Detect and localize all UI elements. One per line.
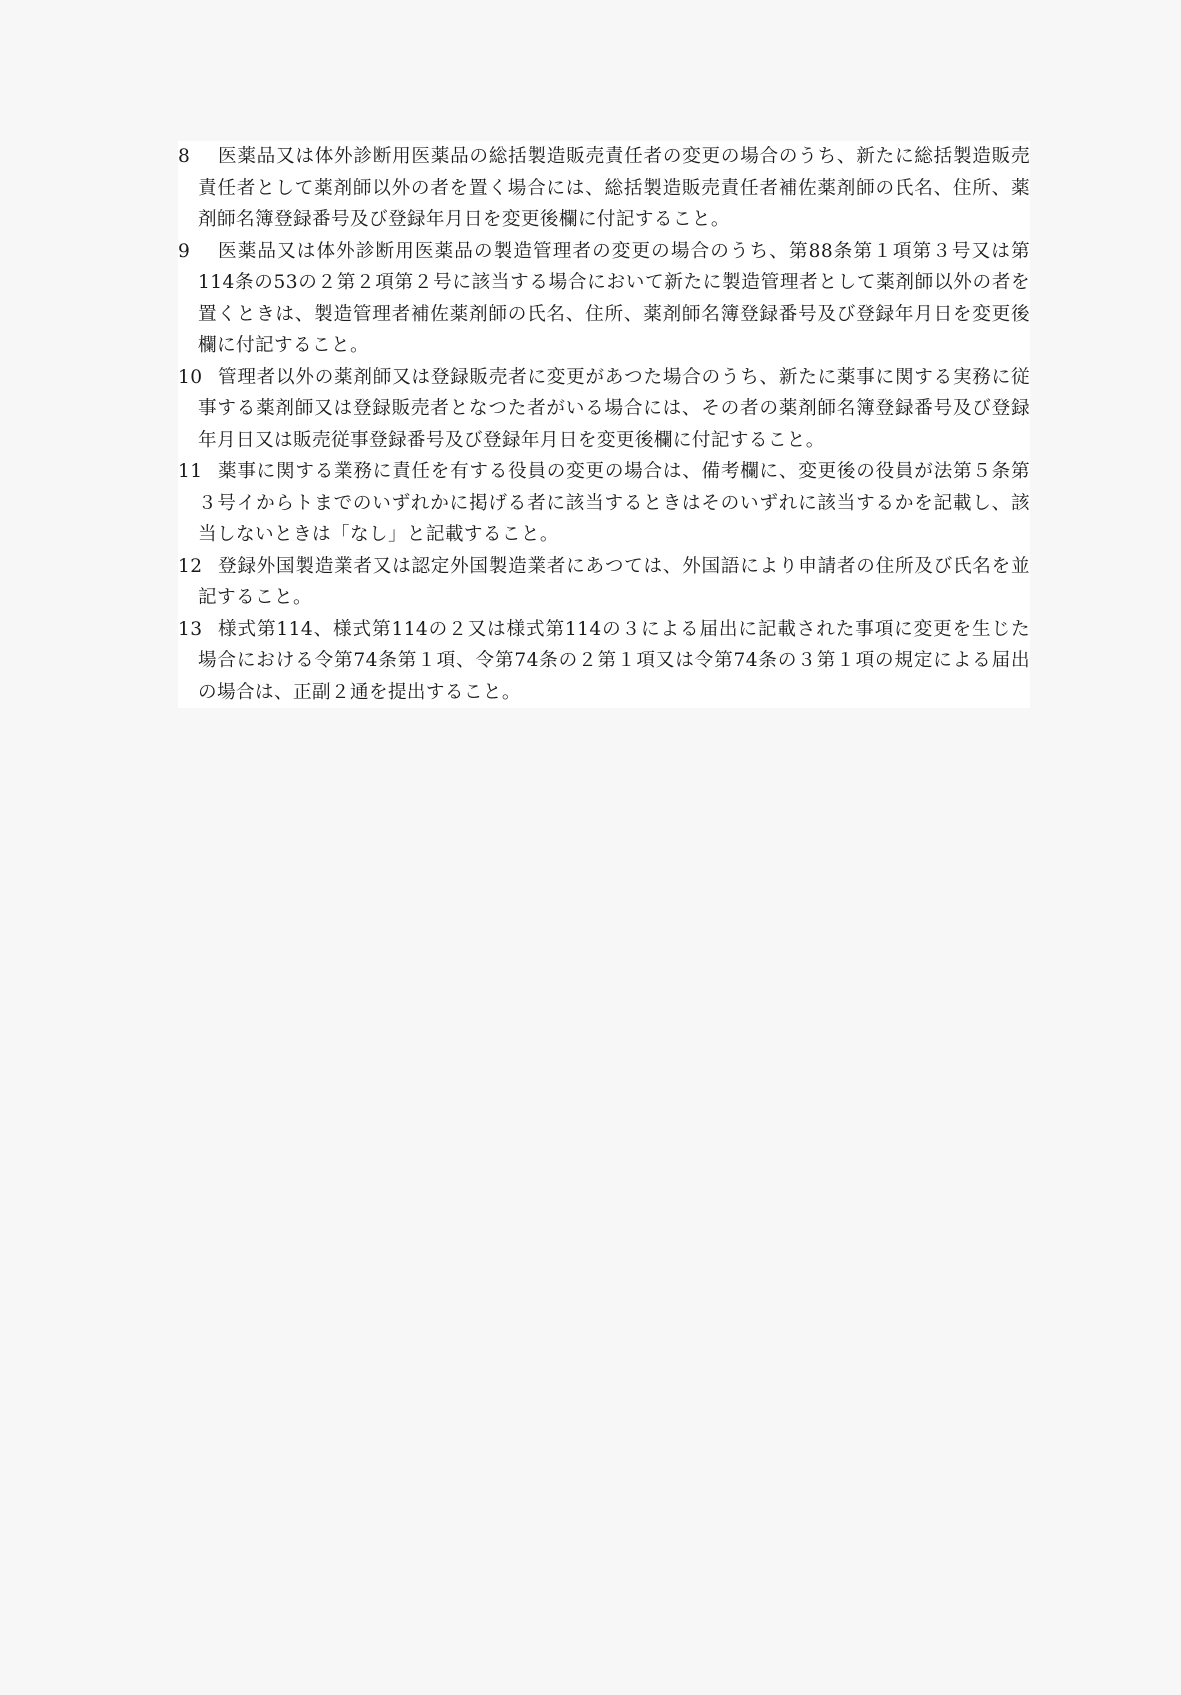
note-number: 11 [178,461,203,482]
note-item-8 [178,141,1030,236]
note-text: 薬事に関する業務に責任を有する役員の変更の場合は、備考欄に、変更後の役員が法第５条第３号イからトまでのいずれかに掲げる者に該当するときはそのいずれに該当するかを記載し、該当しないときは「なし」と記載すること。 [198,461,1030,545]
notes-list [178,141,1030,708]
note-text: 管理者以外の薬剤師又は登録販売者に変更があつた場合のうち、新たに薬事に関する実務に従事する薬剤師又は登録販売者となつた者がいる場合には、その者の薬剤師名簿登録番号及び登録年月日又は販売従事登録番号及び登録年月日を変更後欄に付記すること。 [198,366,1030,451]
note-number: 13 [178,618,203,640]
note-item-13 [178,614,1030,709]
note-number: 9 [178,240,191,262]
note-text: 登録外国製造業者又は認定外国製造業者にあつては、外国語により申請者の住所及び氏名を並記すること。 [198,555,1030,608]
note-number: 8 [178,146,191,167]
note-text: 医薬品又は体外診断用医薬品の総括製造販売責任者の変更の場合のうち、新たに総括製造販売責任者として薬剤師以外の者を置く場合には、総括製造販売責任者補佐薬剤師の氏名、住所、薬剤師名簿登録番号及び登録年月日を変更後欄に付記すること。 [198,146,1030,230]
note-item-12 [178,551,1030,614]
note-number: 12 [178,555,203,577]
note-item-11 [178,456,1030,551]
note-number: 10 [178,366,203,388]
note-item-10 [178,362,1030,457]
note-item-9 [178,236,1030,362]
note-text: 医薬品又は体外診断用医薬品の製造管理者の変更の場合のうち、第88条第１項第３号又は第114条の53の２第２項第２号に該当する場合において新たに製造管理者として薬剤師以外の者を置くときは、製造管理者補佐薬剤師の氏名、住所、薬剤師名簿登録番号及び登録年月日を変更後欄に付記すること。 [198,240,1030,356]
note-text: 様式第114、様式第114の２又は様式第114の３による届出に記載された事項に変更を生じた場合における令第74条第１項、令第74条の２第１項又は令第74条の３第１項の規定による届出の場合は、正副２通を提出すること。 [198,618,1030,703]
